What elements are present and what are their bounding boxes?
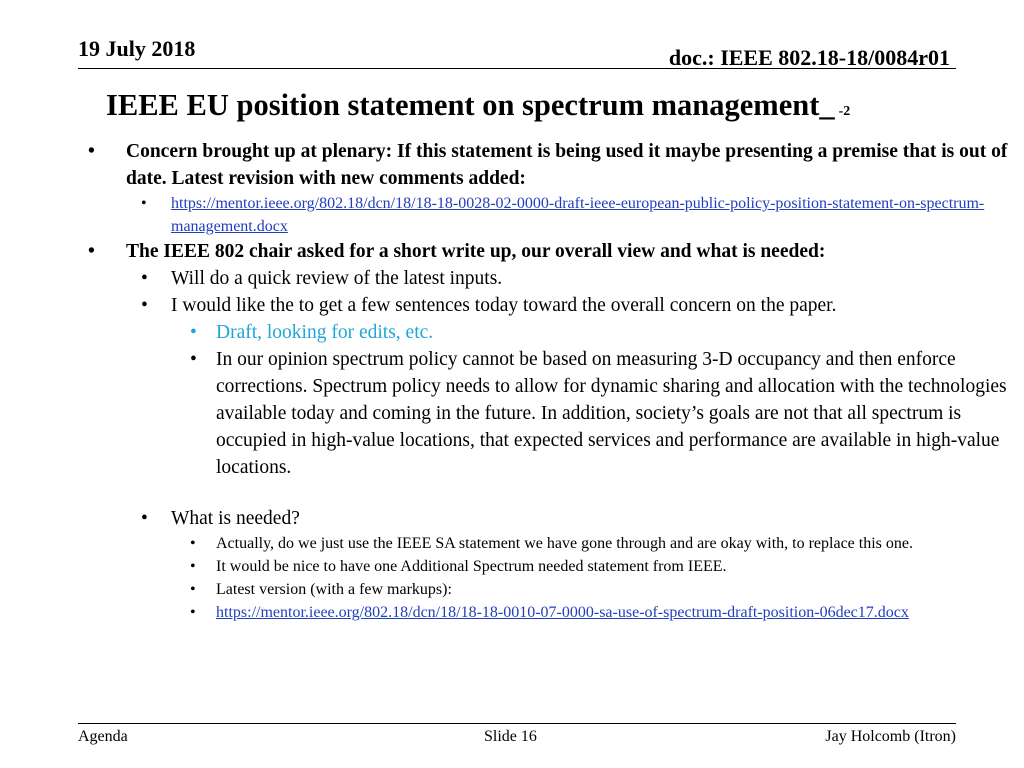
bullet-concern (88, 138, 1024, 192)
bullet-quick-review (141, 265, 1024, 292)
bullet-marker: • (141, 195, 147, 212)
draft-position-statement-link[interactable]: https://mentor.ieee.org/802.18/dcn/18/18-18-0028-02-0000-draft-ieee-european-public-policy-position-statement-on-spectrum-management.docx (171, 195, 985, 235)
spacer (0, 481, 1024, 505)
footer-agenda: Agenda (78, 728, 128, 745)
bullet-marker: • (190, 535, 196, 552)
footer-rule (78, 723, 956, 724)
bullet-quick-review-text: Will do a quick review of the latest inputs. (171, 268, 503, 289)
bullet-marker: • (88, 241, 95, 262)
slide-title-suffix: -2 (838, 104, 851, 119)
header-date: 19 July 2018 (78, 36, 196, 61)
slide-title-main: IEEE EU position statement on spectrum management_ (106, 88, 835, 122)
bullet-marker: • (190, 581, 196, 598)
header-doc-id: doc.: IEEE 802.18-18/0084r01 (668, 45, 950, 70)
footer-slide-number: Slide 16 (484, 728, 537, 745)
bullet-draft-link (141, 192, 1024, 238)
bullet-marker: • (141, 508, 148, 529)
bullet-latest-version (190, 578, 1024, 601)
slide-body (0, 138, 1024, 624)
bullet-additional-spectrum (190, 555, 1024, 578)
bullet-use-sa-statement (190, 532, 1024, 555)
bullet-few-sentences (141, 292, 1024, 319)
bullet-few-sentences-text: I would like the to get a few sentences today toward the overall concern on the paper. (171, 295, 837, 316)
bullet-draft-edits (190, 319, 1024, 346)
bullet-what-needed (141, 505, 1024, 532)
bullet-marker: • (141, 268, 148, 289)
footer-author: Jay Holcomb (Itron) (825, 728, 956, 745)
bullet-marker: • (190, 558, 196, 575)
bullet-opinion-text: In our opinion spectrum policy cannot be based on measuring 3-D occupancy and then enforce corrections. Spectrum policy needs to allow for dynamic sharing and allocation with the technologies available today and coming in the future. In addition, society’s goals are not that all spectrum is occupied in high-value locations, that expected services and performance are available in high-value locations. (216, 349, 1007, 478)
bullet-use-sa-statement-text: Actually, do we just use the IEEE SA statement we have gone through and are okay with, to replace this one. (216, 535, 913, 552)
header-rule (78, 68, 956, 69)
bullet-marker: • (190, 604, 196, 621)
bullet-additional-spectrum-text: It would be nice to have one Additional Spectrum needed statement from IEEE. (216, 558, 727, 575)
bullet-marker: • (190, 322, 197, 343)
bullet-chair-request-text: The IEEE 802 chair asked for a short write up, our overall view and what is needed: (126, 241, 826, 262)
bullet-what-needed-text: What is needed? (171, 508, 300, 529)
bullet-opinion (190, 346, 1024, 481)
bullet-marker: • (141, 295, 148, 316)
bullet-latest-version-text: Latest version (with a few markups): (216, 581, 452, 598)
bullet-chair-request (88, 238, 1024, 265)
bullet-marker: • (190, 349, 197, 370)
bullet-concern-text: Concern brought up at plenary: If this statement is being used it maybe presenting a premise that is out of date. Latest revision with new comments added: (126, 141, 1008, 189)
sa-use-of-spectrum-link[interactable]: https://mentor.ieee.org/802.18/dcn/18/18-18-0010-07-0000-sa-use-of-spectrum-draft-position-06dec17.docx (216, 604, 909, 621)
bullet-draft-edits-text: Draft, looking for edits, etc. (216, 322, 434, 343)
bullet-marker: • (88, 141, 95, 162)
bullet-sa-link (190, 601, 1024, 624)
slide-title (106, 88, 850, 123)
